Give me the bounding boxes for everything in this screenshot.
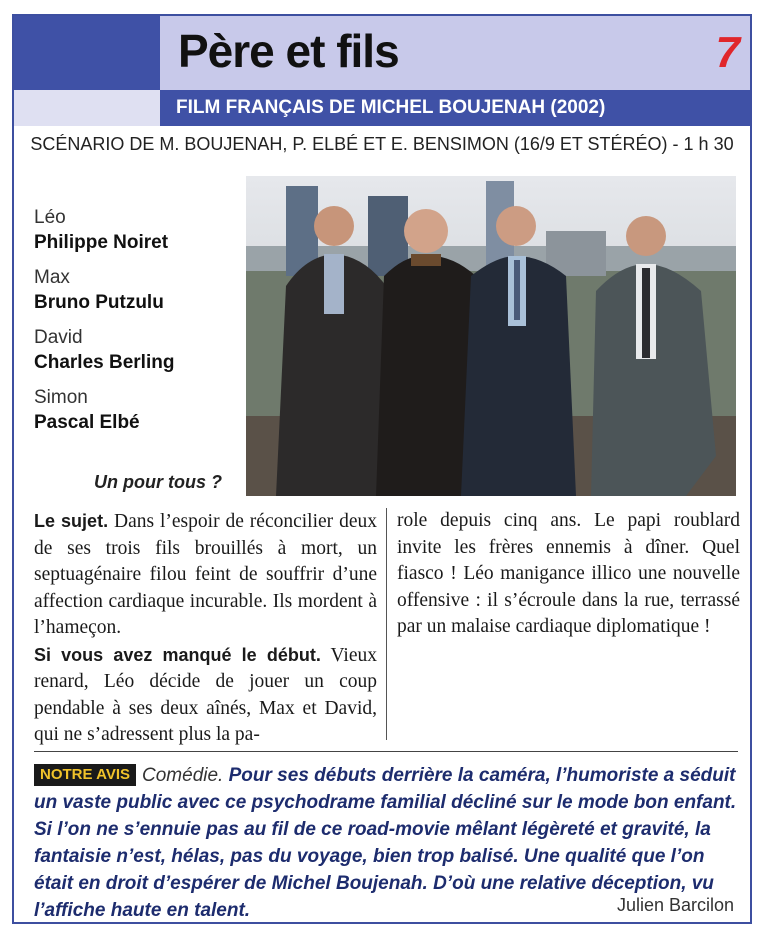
film-subtitle: FILM FRANÇAIS DE MICHEL BOUJENAH (2002) (176, 97, 606, 118)
article-body (34, 508, 744, 748)
review-genre: Comédie. (142, 765, 224, 786)
review-author: Julien Barcilon (616, 895, 734, 915)
cast-actor: Pascal Elbé (34, 412, 140, 433)
cast-role: Simon (34, 387, 88, 408)
cast-role: Max (34, 267, 70, 288)
cast-list (34, 206, 244, 446)
review-badge: NOTRE AVIS (34, 764, 136, 786)
section-text-debut: Vieux renard, Léo décide de jouer un coup pendable à ses deux aînés, Max et David, qui ne s’adressent plus la pa- (34, 644, 377, 745)
channel-logo: 7 (715, 28, 740, 77)
review-text: Pour ses débuts derrière la caméra, l’humoriste a séduit un vaste public avec ce psychodrame familial décliné sur le mode bon enfant. Si l’on ne s’ennuie pas au fil de ce road-movie mêlant légèreté et gravité, la fantaisie n’est, hélas, pas du voyage, bien trop balisé. Une qualité que l’on était en droit d’espérer de Michel Boujenah. D’où une relative déception, vu l’affiche haute en talent. (34, 765, 737, 921)
title-band (160, 16, 750, 90)
tv-listing-card (12, 14, 752, 924)
column-divider (386, 508, 387, 740)
photo-caption: Un pour tous ? (94, 472, 222, 492)
page-title: Père et fils (178, 25, 399, 77)
film-photo (246, 176, 736, 496)
article-column-left (34, 508, 377, 749)
cast-role: Léo (34, 207, 66, 228)
cast-actor: Bruno Putzulu (34, 292, 164, 313)
subtitle-band (160, 90, 750, 126)
divider (34, 751, 738, 752)
cast-actor: Philippe Noiret (34, 232, 169, 253)
scenario-line: SCÉNARIO DE M. BOUJENAH, P. ELBÉ ET E. BENSIMON (16/9 ET STÉRÉO) - 1 h 30 (30, 134, 734, 154)
section-lead-sujet: Le sujet. (34, 511, 109, 531)
section-lead-debut: Si vous avez manqué le début. (34, 644, 321, 665)
section-text-sujet: Dans l’espoir de réconcilier deux de ses trois fils brouillés à mort, un septuagénaire filou feint de souffrir d’une affection cardiaque incurable. Ils mordent à l’hameçon. (34, 511, 377, 638)
header-block-low (14, 90, 160, 126)
article-column-right (397, 508, 740, 641)
header-block (14, 16, 160, 90)
cast-actor: Charles Berling (34, 352, 175, 373)
section-text-continued: role depuis cinq ans. Le papi roublard invite les frères ennemis à dîner. Quel fiasco ! Léo manigance illico une nouvelle offensive : il s’écroule dans la rue, terrassé par un malaise cardiaque diplomatique ! (397, 510, 740, 637)
cast-role: David (34, 327, 83, 348)
